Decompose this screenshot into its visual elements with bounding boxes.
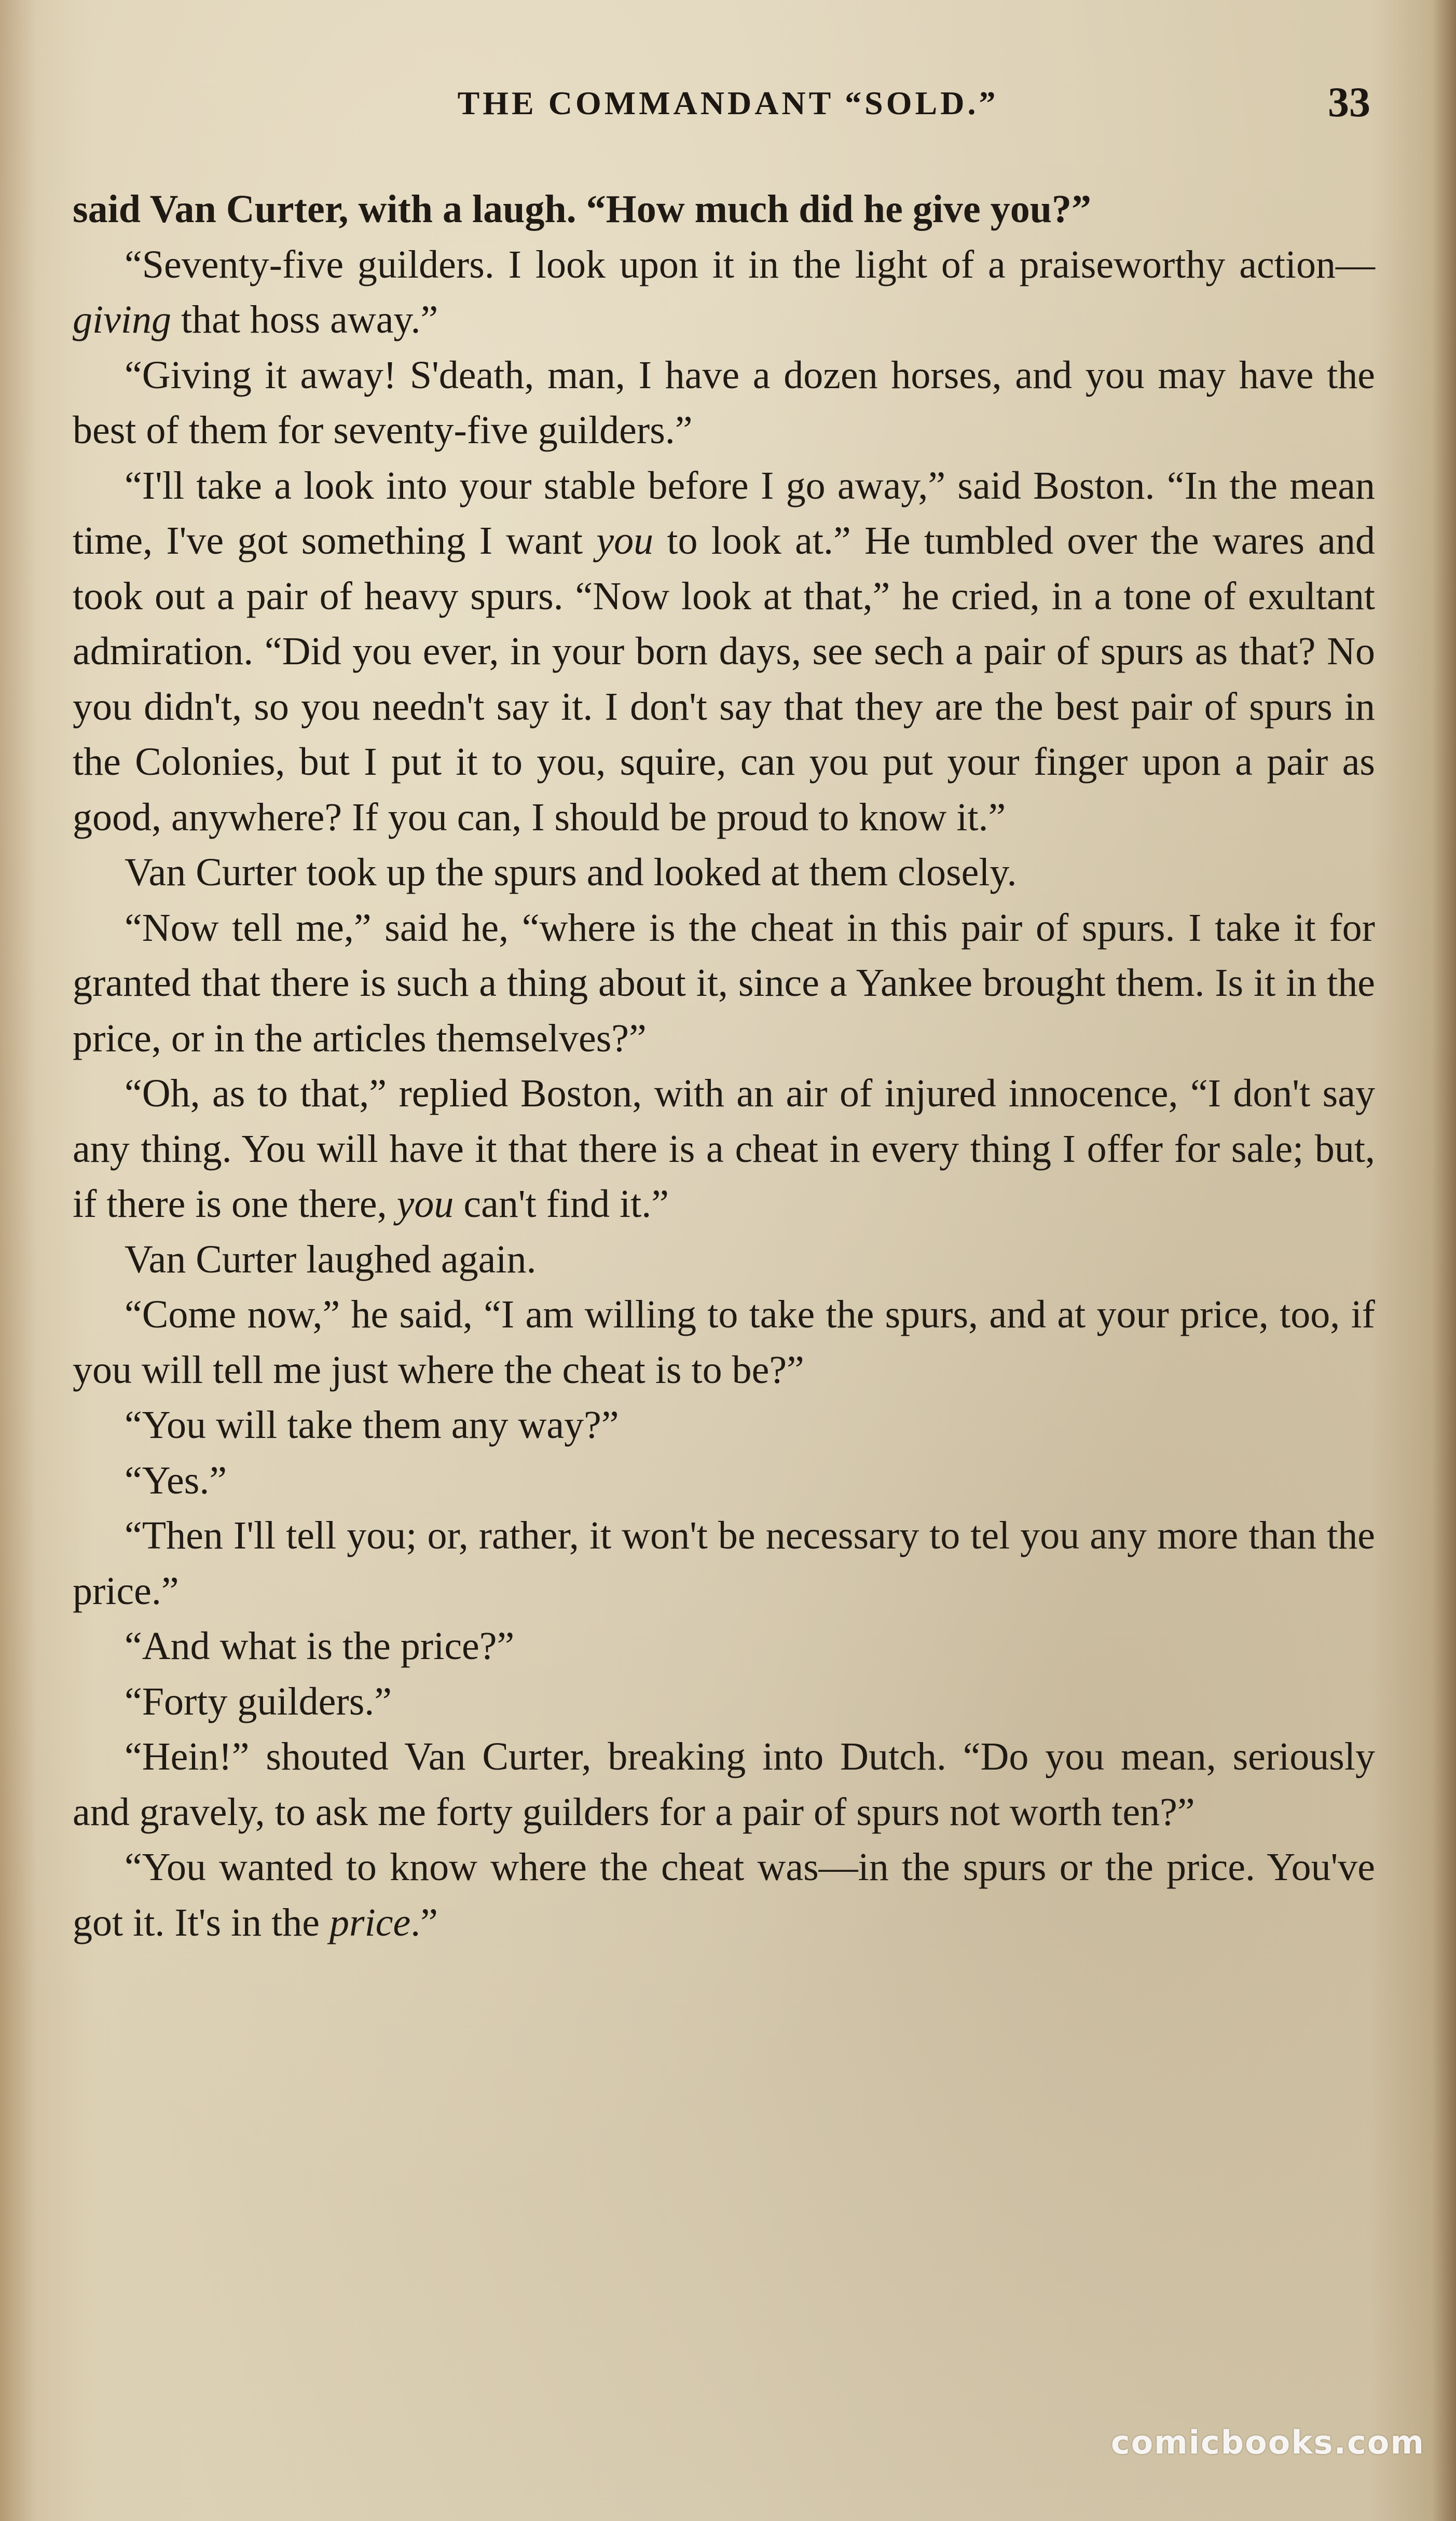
text-run: “I'll take a look into your stable before I go away,” said Boston. “In the mean time, I've got something I want (73, 463, 1375, 563)
paragraph (73, 1840, 1375, 1950)
body-text (73, 182, 1375, 1950)
running-head (0, 78, 1456, 140)
text-run: .” (410, 1900, 438, 1944)
text-run: “Hein!” shouted Van Curter, breaking into Dutch. “Do you mean, seriously and gravely, to ask me forty guilders for a pair of spurs not worth ten?” (73, 1735, 1375, 1834)
text-run: Van Curter laughed again. (125, 1237, 537, 1281)
paragraph (73, 1729, 1375, 1840)
text-run: giving (73, 298, 171, 341)
watermark: comicbooks.com (1110, 2423, 1425, 2461)
text-run: “Forty guilders.” (125, 1679, 392, 1723)
text-run: said Van Curter, with a laugh. “How much did he give you?” (73, 187, 1092, 231)
text-run: that hoss away.” (171, 298, 438, 341)
paragraph (73, 1453, 1375, 1509)
text-run: you (396, 1182, 454, 1226)
running-title: THE COMMANDANT “SOLD.” (457, 85, 999, 121)
text-run: “Giving it away! S'death, man, I have a dozen horses, and you may have the best of them for seventy-five guilders.” (73, 353, 1375, 452)
paragraph (73, 1674, 1375, 1730)
text-run: “Then I'll tell you; or, rather, it won't be necessary to tel you any more than the price.” (73, 1514, 1375, 1613)
paragraph (73, 1619, 1375, 1674)
paragraph (73, 237, 1375, 348)
paragraph (73, 348, 1375, 458)
text-run: “You wanted to know where the cheat was—in the spurs or the price. You've got it. It's in the (73, 1845, 1375, 1944)
paragraph (73, 1066, 1375, 1232)
text-run: can't find it.” (454, 1182, 669, 1226)
text-run: you (596, 519, 654, 563)
paragraph (73, 900, 1375, 1066)
paragraph (73, 458, 1375, 845)
text-run: “Now tell me,” said he, “where is the cheat in this pair of spurs. I take it for granted that there is such a thing about it, since a Yankee brought them. Is it in the price, or in the articles themselves?” (73, 906, 1375, 1060)
paragraph (73, 182, 1375, 237)
paragraph (73, 1232, 1375, 1287)
text-run: “And what is the price?” (125, 1624, 515, 1668)
text-run: “Oh, as to that,” replied Boston, with an air of injured innocence, “I don't say any thing. You will have it that there is a cheat in every thing I offer for sale; but, if there is one there, (73, 1072, 1375, 1226)
text-run: “You will take them any way?” (125, 1403, 619, 1447)
paragraph (73, 1397, 1375, 1453)
text-run: Van Curter took up the spurs and looked at them closely. (125, 851, 1017, 894)
text-run: “Come now,” he said, “I am willing to take the spurs, and at your price, too, if you will tell me just where the cheat is to be?” (73, 1293, 1375, 1392)
text-run: to look at.” He tumbled over the wares and took out a pair of heavy spurs. “Now look at that,” he cried, in a tone of exultant admiration. “Did you ever, in your born days, see sech a pair of spurs as that? No you didn't, so you needn't say it. I don't say that they are the best pair of spurs in the Colonies, but I put it to you, squire, can you put your finger upon a pair as good, anywhere? If you can, I should be proud to know it.” (73, 519, 1375, 839)
paragraph (73, 1508, 1375, 1619)
paragraph (73, 1287, 1375, 1397)
text-run: price (329, 1900, 411, 1944)
paragraph (73, 845, 1375, 900)
page-number: 33 (1328, 78, 1370, 126)
text-run: “Seventy-five guilders. I look upon it in the light of a praiseworthy action— (125, 242, 1375, 286)
text-run: “Yes.” (125, 1458, 227, 1502)
